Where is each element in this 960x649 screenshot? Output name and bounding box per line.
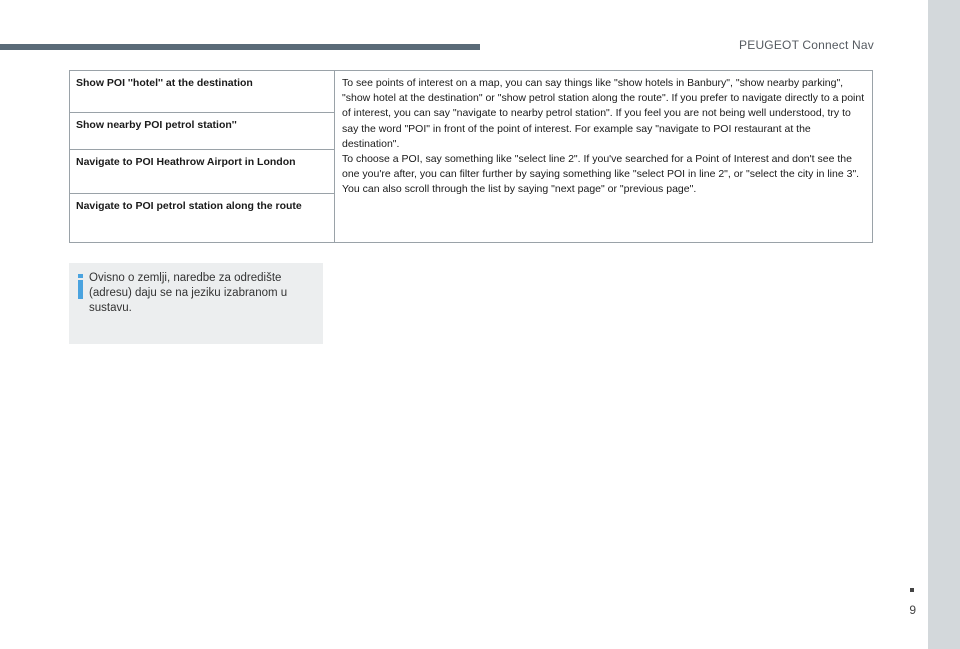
command-cell: Navigate to POI Heathrow Airport in London [70,150,334,194]
command-cell: Navigate to POI petrol station along the route [76,200,302,212]
page-number: 9 [909,603,916,617]
command-cell: Show POI ''hotel'' at the destination [70,71,334,113]
command-cell: Show nearby POI petrol station'' [70,113,334,150]
header-rule [0,44,480,50]
note-text: Ovisno o zemlji, naredbe za odredište (adresu) daju se na jeziku izabranom u sustavu. [89,272,288,314]
info-icon [78,274,83,299]
voice-command-table [69,70,873,243]
manual-title: PEUGEOT Connect Nav [739,38,874,52]
description-paragraph: To see points of interest on a map, you can say things like "show hotels in Banbury", "show nearby parking", "show hotel at the destination" or "show petrol station along the route". If you prefer to navigate directly to a point of interest, you can say "navigate to nearby petrol station". If you feel you are not being well understood, try to say the word "POI" in front of the point of interest. For example say "navigate to POI restaurant at the destination". [342,77,865,150]
description-cell [335,71,872,242]
page-marker [910,588,914,592]
side-strip [928,0,960,649]
command-column [70,71,335,242]
description-paragraph: To choose a POI, say something like "select line 2". If you've searched for a Point of Interest and don't see the one you're after, you can filter further by saying something like "select POI in line 2", or "select the city in line 3". You can also scroll through the list by saying "next page" or "previous page". [342,153,860,196]
info-note [69,263,323,344]
